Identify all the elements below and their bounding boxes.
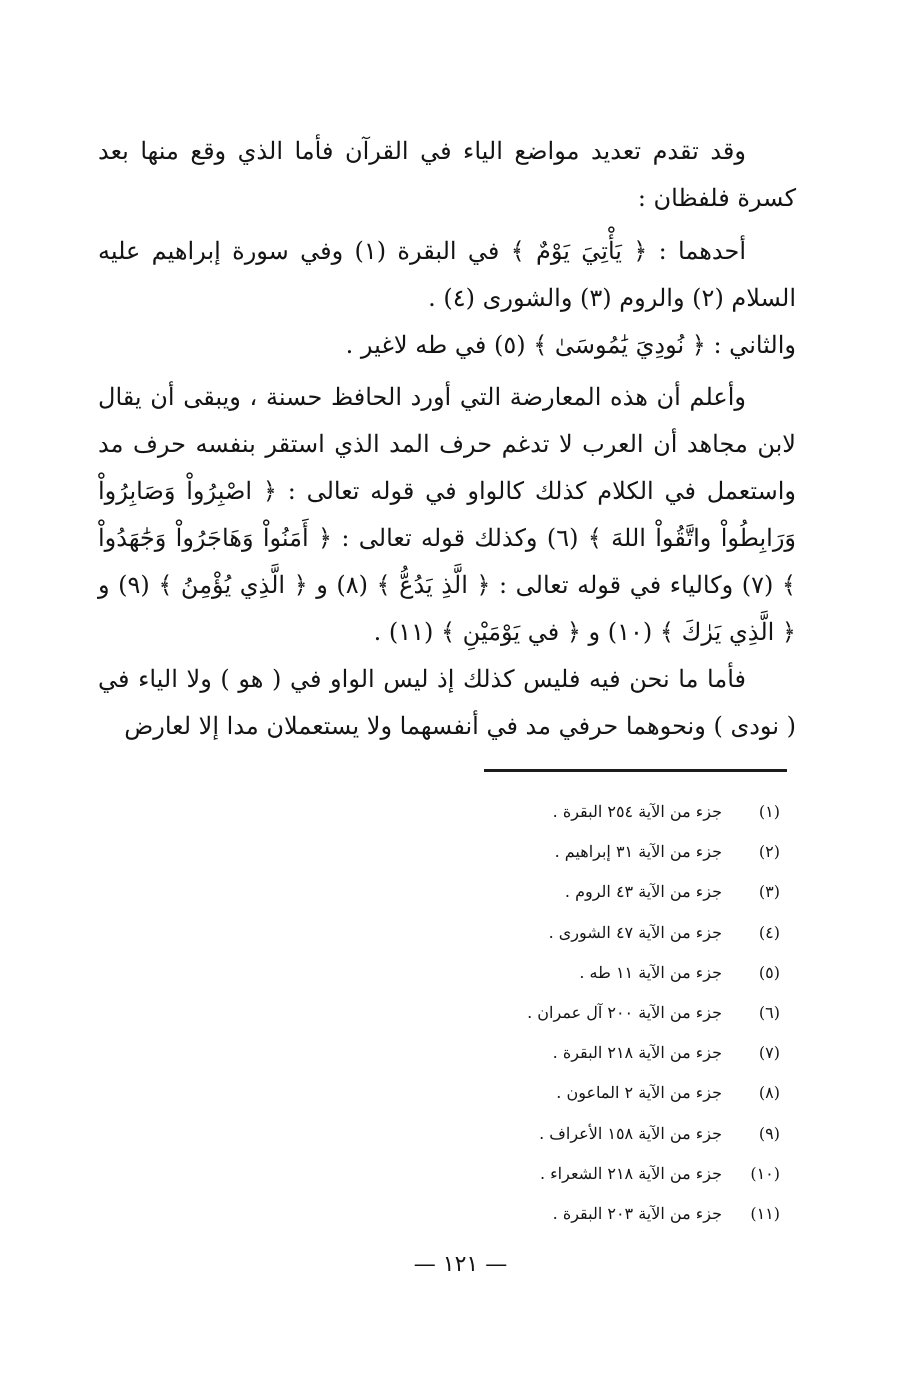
paragraph-text: وأعلم أن هذه المعارضة التي أورد الحافظ حسنة ، ويبقى أن يقال لابن مجاهد أن العرب لا تدغم حرف المد الذي استقر بنفسه حرف مد واستعمل في الكلام كذلك كالواو في قوله تعالى : ﴿ اصْبِرُواْ وَصَابِرُواْ وَرَابِطُواْ واتَّقُواْ اللهَ ﴾ (٦) وكذلك قوله تعالى : ﴿ أَمَنُواْ وَهَاجَرُواْ وَجَٰهَدُواْ ﴾ (٧) وكالياء في قوله تعالى : ﴿ الَّذِ يَدُعُّ ﴾ (٨) و ﴿ الَّذِي يُؤْمِنُ ﴾ (٩) و ﴿ الَّذِي يَرٰكَ ﴾ (١٠) و ﴿ في يَوْمَيْنِ ﴾ (١١) .: [98, 383, 796, 646]
footnote-item: [380, 1194, 780, 1234]
footnote-text: جزء من الآية ٤٣ الروم .: [564, 882, 722, 902]
footnote-text: جزء من الآية ٢ الماعون .: [556, 1083, 722, 1103]
paragraph-intro: [98, 128, 796, 222]
footnote-text: جزء من الآية ٢١٨ البقرة .: [552, 1043, 722, 1063]
footnote-item: [380, 872, 780, 912]
footnote-item: [380, 1033, 780, 1073]
footnote-text: جزء من الآية ٢٠٣ البقرة .: [552, 1203, 722, 1223]
footnote-number: (٩): [758, 1123, 780, 1143]
footnote-item: [380, 1114, 780, 1154]
paragraph-discussion: [98, 374, 796, 656]
paragraph-text: فأما ما نحن فيه فليس كذلك إذ ليس الواو في ( هو ) ولا الياء في ( نودى ) ونحوهما حرفي مد في أنفسهما ولا يستعملان مدا إلا لعارض: [98, 665, 796, 740]
footnote-text: جزء من الآية ١٥٨ الأعراف .: [539, 1123, 722, 1143]
footnote-number: (٧): [758, 1043, 780, 1063]
footnote-item: [380, 953, 780, 993]
footnote-text: جزء من الآية ٤٧ الشورى .: [548, 922, 722, 942]
footnote-item: [380, 792, 780, 832]
footnote-number: (٨): [758, 1083, 780, 1103]
paragraph-text: والثاني : ﴿ نُودِيَ يَٰمُوسَىٰ ﴾ (٥) في طه لاغير .: [345, 331, 796, 359]
footnote-separator: [484, 769, 787, 772]
footnote-number: (٥): [758, 962, 780, 982]
footnote-item: [380, 1154, 780, 1194]
paragraph-text: أحدهما : ﴿ يَأْتِيَ يَوْمٌ ﴾ في البقرة (١) وفي سورة إبراهيم عليه السلام (٢) والروم (٣) والشورى (٤) .: [98, 237, 796, 312]
footnotes-list: [380, 792, 780, 1234]
footnote-text: جزء من الآية ١١ طه .: [579, 962, 722, 982]
paragraph-second-word: [98, 322, 796, 369]
footnote-number: (٢): [758, 842, 780, 862]
footnote-item: [380, 1073, 780, 1113]
footnote-item: [380, 913, 780, 953]
footnote-item: [380, 832, 780, 872]
footnote-number: (٦): [758, 1002, 780, 1022]
paragraph-first-word: [98, 228, 796, 322]
footnote-item: [380, 993, 780, 1033]
footnote-number: (٣): [758, 882, 780, 902]
footnote-text: جزء من الآية ٢٥٤ البقرة .: [552, 802, 722, 821]
footnote-number: (١): [758, 802, 780, 821]
footnote-text: جزء من الآية ٣١ إبراهيم .: [554, 842, 722, 862]
footnote-number: (١٠): [750, 1163, 780, 1183]
footnote-text: جزء من الآية ٢٠٠ آل عمران .: [527, 1002, 722, 1022]
footnote-number: (٤): [758, 922, 780, 942]
footnote-text: جزء من الآية ٢١٨ الشعراء .: [539, 1163, 722, 1183]
footnote-number: (١١): [750, 1203, 780, 1223]
paragraph-text: وقد تقدم تعديد مواضع الياء في القرآن فأما الذي وقع منها بعد كسرة فلفظان :: [98, 137, 796, 212]
page-number: — ١٢١ —: [413, 1252, 508, 1277]
paragraph-conclusion: [98, 656, 796, 750]
